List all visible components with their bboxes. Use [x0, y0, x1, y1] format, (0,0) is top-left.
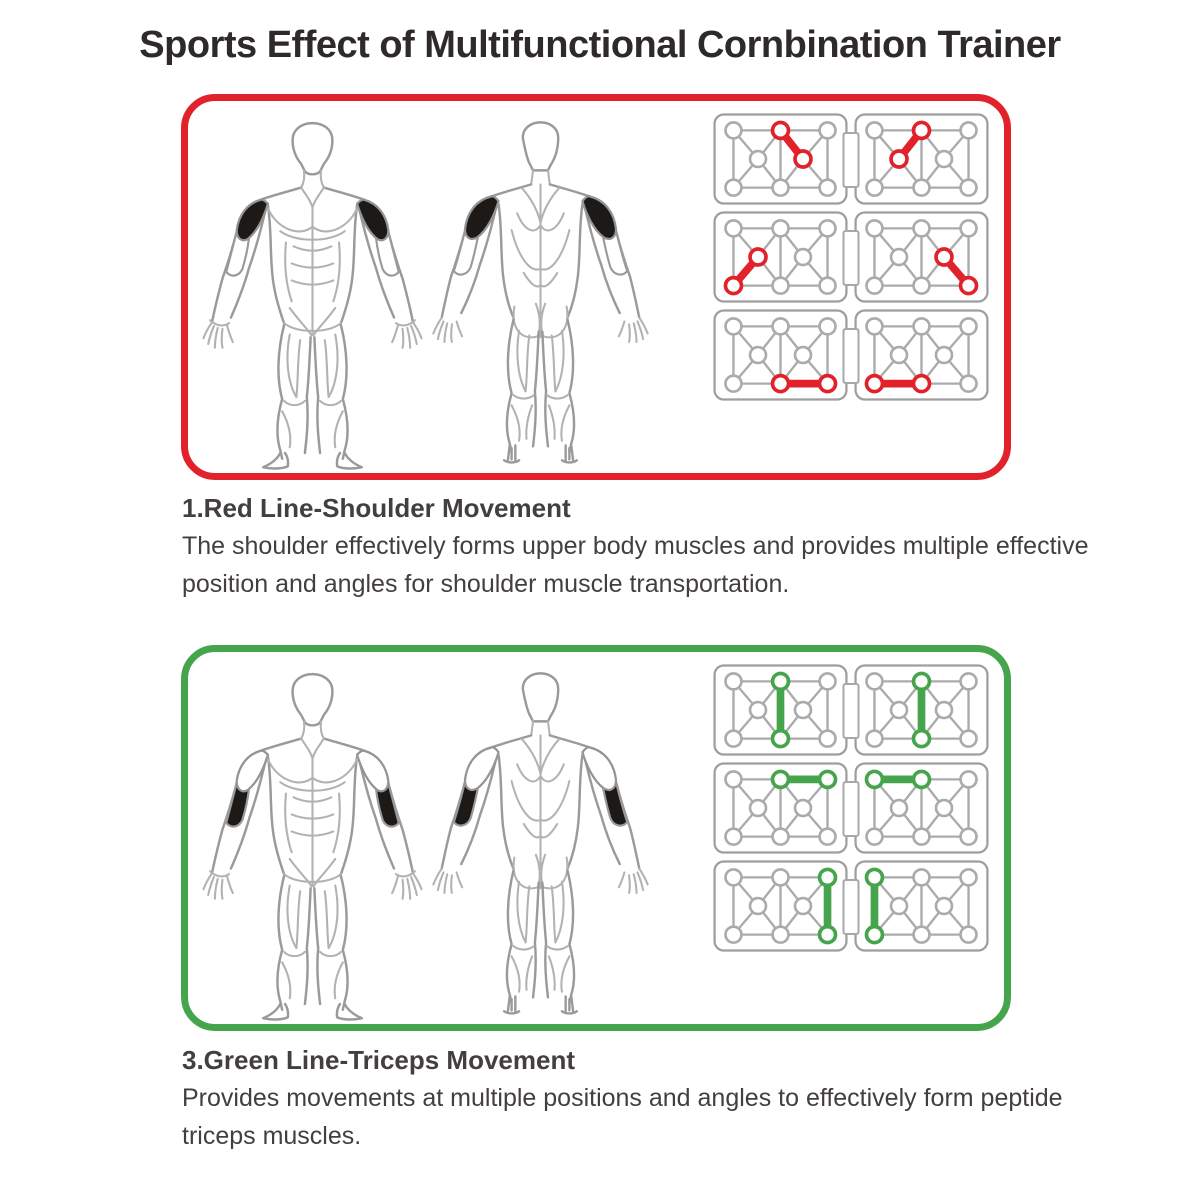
body-figures	[202, 658, 654, 1022]
section-heading: 1.Red Line-Shoulder Movement	[182, 493, 571, 523]
board-connector-latch	[843, 230, 860, 286]
section-description: Provides movements at multiple positions and angles to effectively form peptide triceps muscles.	[182, 1084, 1063, 1150]
pushup-board	[853, 860, 990, 952]
pushup-board	[712, 664, 849, 756]
front-body-figure	[202, 658, 423, 1022]
pushup-board	[853, 113, 990, 205]
green-outline-panel	[181, 645, 1011, 1031]
pushup-board	[853, 762, 990, 854]
section-description: The shoulder effectively forms upper body muscles and provides multiple effective position and angles for shoulder muscle transportation.	[182, 532, 1089, 598]
board-row	[712, 860, 990, 952]
pushup-board	[853, 664, 990, 756]
board-connector-latch	[843, 781, 860, 837]
board-row	[712, 211, 990, 303]
pushup-board	[712, 309, 849, 401]
red-text-block	[182, 493, 1094, 603]
green-text-block	[182, 1045, 1094, 1155]
body-figures	[202, 107, 654, 471]
board-connector-latch	[843, 132, 860, 188]
board-connector-latch	[843, 328, 860, 384]
back-body-figure	[427, 107, 654, 465]
pushup-board	[712, 113, 849, 205]
pushup-board	[712, 860, 849, 952]
section-shoulder-movement	[0, 94, 1200, 603]
pushup-board	[712, 211, 849, 303]
back-body-figure	[427, 658, 654, 1016]
board-connector-latch	[843, 683, 860, 739]
board-row	[712, 309, 990, 401]
board-row	[712, 762, 990, 854]
board-grid	[712, 664, 990, 952]
pushup-board	[853, 309, 990, 401]
front-body-figure	[202, 107, 423, 471]
board-connector-latch	[843, 879, 860, 935]
board-row	[712, 664, 990, 756]
board-row	[712, 113, 990, 205]
section-triceps-movement	[0, 645, 1200, 1155]
section-heading: 3.Green Line-Triceps Movement	[182, 1045, 576, 1075]
pushup-board	[853, 211, 990, 303]
board-grid	[712, 113, 990, 401]
page-title: Sports Effect of Multifunctional Cornbination Trainer	[139, 24, 1061, 66]
red-outline-panel	[181, 94, 1011, 480]
pushup-board	[712, 762, 849, 854]
